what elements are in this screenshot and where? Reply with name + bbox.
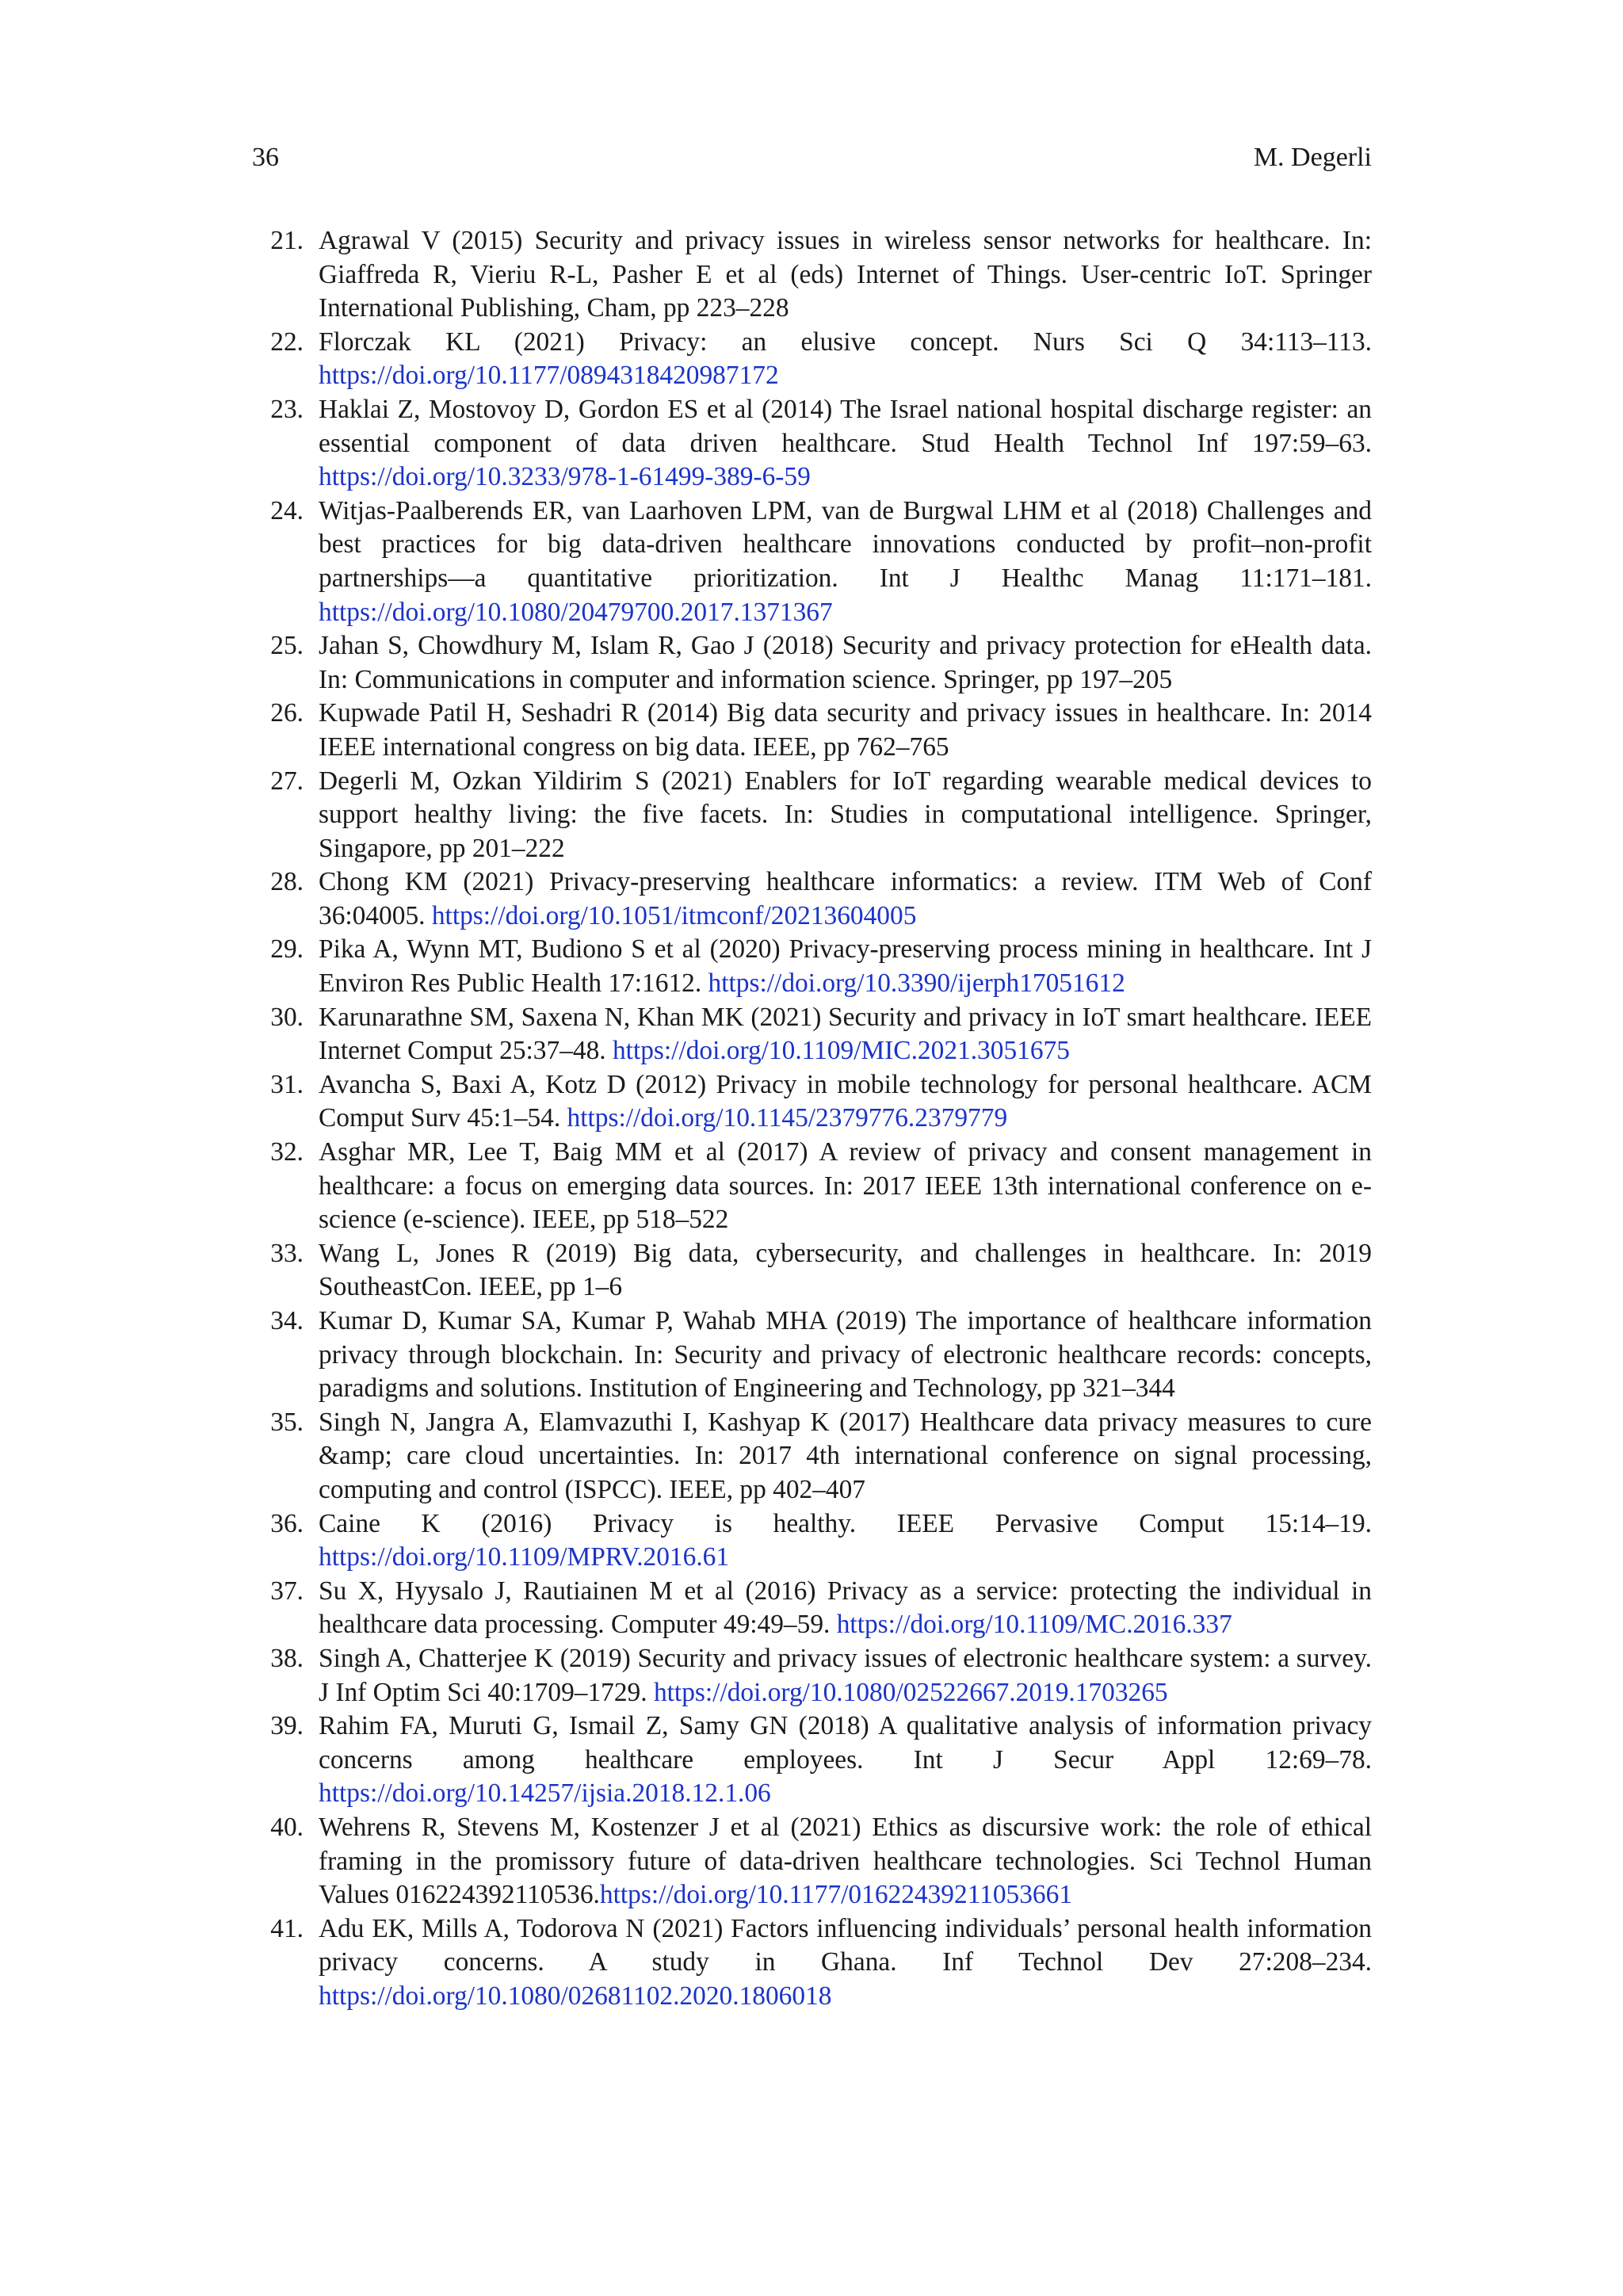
reference-number: 21. [270,226,304,255]
reference-text: Su X, Hyysalo J, Rautiainen M et al (2016) Privacy as a service: protecting the individual in healthcare data processing. Computer 49:49–59. [319,1576,1372,1640]
doi-link[interactable]: https://doi.org/10.1177/0894318420987172 [319,361,779,391]
reference-item [252,1912,1372,2014]
reference-body [319,393,1372,495]
reference-item [252,1068,1372,1136]
reference-number: 33. [270,1238,304,1268]
doi-link[interactable]: https://doi.org/10.1109/MC.2016.337 [836,1610,1232,1640]
reference-body [319,1811,1372,1912]
reference-body [319,1001,1372,1068]
reference-body [319,1912,1372,2014]
reference-text: Kumar D, Kumar SA, Kumar P, Wahab MHA (2019) The importance of healthcare information privacy through blockchain. In: Security and privacy of electronic healthcare records: concepts, paradigms and solutions. Institution of Engineering and Technology, pp 321–344 [319,1306,1372,1404]
reference-number: 37. [270,1576,304,1606]
reference-text: Agrawal V (2015) Security and privacy issues in wireless sensor networks for healthcare. In: Giaffreda R, Vieriu R-L, Pasher E et al (eds) Internet of Things. User-centric IoT. Springer International Publishing, Cham, pp 223–228 [319,226,1372,323]
reference-number: 34. [270,1306,304,1335]
reference-body [319,326,1372,393]
reference-text: Karunarathne SM, Saxena N, Khan MK (2021) Security and privacy in IoT smart healthcare. IEEE Internet Comput 25:37–48. [319,1002,1372,1066]
reference-body [319,1068,1372,1136]
reference-text: Chong KM (2021) Privacy-preserving healthcare informatics: a review. ITM Web of Conf 36:04005. [319,867,1372,930]
reference-item [252,629,1372,697]
reference-text: Wang L, Jones R (2019) Big data, cybersecurity, and challenges in healthcare. In: 2019 SoutheastCon. IEEE, pp 1–6 [319,1238,1372,1302]
reference-number: 40. [270,1812,304,1842]
reference-body [319,1406,1372,1507]
reference-text: Wehrens R, Stevens M, Kostenzer J et al (2021) Ethics as discursive work: the role of ethical framing in the promissory future of data-driven healthcare technologies. Sci Technol Human Values 016224392110536. [319,1812,1372,1910]
reference-body [319,495,1372,629]
reference-list [252,224,1372,2013]
reference-item [252,765,1372,866]
doi-link[interactable]: https://doi.org/10.1145/2379776.2379779 [567,1103,1008,1133]
reference-body [319,224,1372,326]
reference-body [319,697,1372,764]
doi-link[interactable]: https://doi.org/10.14257/ijsia.2018.12.1.06 [319,1778,771,1809]
reference-text: Pika A, Wynn MT, Budiono S et al (2020) Privacy-preserving process mining in healthcare. Int J Environ Res Public Health 17:1612. [319,934,1372,999]
reference-text: Haklai Z, Mostovoy D, Gordon ES et al (2014) The Israel national hospital discharge register: an essential component of data driven healthcare. Stud Health Technol Inf 197:59–63. [319,394,1372,458]
reference-item [252,224,1372,326]
reference-item [252,1406,1372,1507]
reference-item [252,1642,1372,1710]
reference-item [252,1305,1372,1406]
reference-item [252,933,1372,1000]
reference-item [252,697,1372,764]
doi-link[interactable]: https://doi.org/10.3390/ijerph17051612 [708,968,1125,999]
reference-number: 29. [270,934,304,965]
reference-number: 36. [270,1508,304,1538]
reference-body [319,1237,1372,1305]
reference-text: Caine K (2016) Privacy is healthy. IEEE Pervasive Comput 15:14–19. [319,1508,1372,1538]
reference-item [252,1507,1372,1575]
reference-number: 38. [270,1643,304,1673]
reference-body [319,1305,1372,1406]
reference-item [252,1575,1372,1642]
reference-body [319,1642,1372,1710]
reference-text: Kupwade Patil H, Seshadri R (2014) Big data security and privacy issues in healthcare. In: 2014 IEEE international congress on big data. IEEE, pp 762–765 [319,698,1372,762]
reference-text: Adu EK, Mills A, Todorova N (2021) Factors influencing individuals’ personal health information privacy concerns. A study in Ghana. Inf Technol Dev 27:208–234. [319,1913,1372,1977]
reference-number: 26. [270,698,304,728]
reference-text: Singh N, Jangra A, Elamvazuthi I, Kashyap K (2017) Healthcare data privacy measures to cure &amp; care cloud uncertainties. In: 2017 4th international conference on signal processing, computing and control (ISPCC). IEEE, pp 402–407 [319,1407,1372,1504]
reference-body [319,933,1372,1000]
reference-text: Rahim FA, Muruti G, Ismail Z, Samy GN (2018) A qualitative analysis of information privacy concerns among healthcare employees. Int J Secur Appl 12:69–78. [319,1711,1372,1775]
reference-item [252,1136,1372,1237]
reference-item [252,1811,1372,1912]
reference-number: 22. [270,327,304,357]
doi-link[interactable]: https://doi.org/10.1080/20479700.2017.1371367 [319,597,833,627]
reference-body [319,1507,1372,1575]
doi-link[interactable]: https://doi.org/10.1109/MIC.2021.3051675 [612,1036,1070,1066]
reference-text: Singh A, Chatterjee K (2019) Security and privacy issues of electronic healthcare system: a survey. J Inf Optim Sci 40:1709–1729. [319,1643,1372,1707]
reference-item [252,1237,1372,1305]
reference-number: 24. [270,495,304,525]
reference-number: 31. [270,1069,304,1099]
reference-number: 27. [270,766,304,796]
reference-body [319,865,1372,933]
reference-body [319,629,1372,697]
reference-number: 28. [270,867,304,897]
reference-body [319,1136,1372,1237]
reference-item [252,1710,1372,1811]
reference-number: 30. [270,1002,304,1032]
reference-number: 32. [270,1137,304,1167]
reference-number: 23. [270,394,304,424]
doi-link[interactable]: https://doi.org/10.1051/itmconf/20213604005 [431,900,917,930]
reference-body [319,1575,1372,1642]
reference-text: Asghar MR, Lee T, Baig MM et al (2017) A review of privacy and consent management in healthcare: a focus on emerging data sources. In: 2017 IEEE 13th international conference on e-science (e-science). IEEE, pp 518–522 [319,1137,1372,1235]
reference-item [252,393,1372,495]
doi-link[interactable]: https://doi.org/10.1080/02522667.2019.1703265 [653,1677,1168,1707]
page-header [252,139,1372,176]
reference-item [252,495,1372,629]
reference-number: 41. [270,1913,304,1943]
doi-link[interactable]: https://doi.org/10.1080/02681102.2020.1806018 [319,1981,832,2011]
reference-item [252,1001,1372,1068]
reference-text: Jahan S, Chowdhury M, Islam R, Gao J (2018) Security and privacy protection for eHealth data. In: Communications in computer and information science. Springer, pp 197–205 [319,631,1372,694]
reference-number: 39. [270,1711,304,1741]
reference-number: 35. [270,1407,304,1437]
reference-text: Degerli M, Ozkan Yildirim S (2021) Enablers for IoT regarding wearable medical devices to support healthy living: the five facets. In: Studies in computational intelligence. Springer, Singapore, pp 201–222 [319,766,1372,863]
reference-body [319,765,1372,866]
doi-link[interactable]: https://doi.org/10.1109/MPRV.2016.61 [319,1542,730,1572]
page-number: 36 [252,143,279,172]
reference-item [252,326,1372,393]
running-head-author: M. Degerli [1253,143,1372,172]
reference-item [252,865,1372,933]
reference-body [319,1710,1372,1811]
doi-link[interactable]: https://doi.org/10.3233/978-1-61499-389-6-59 [319,462,811,492]
reference-text: Florczak KL (2021) Privacy: an elusive concept. Nurs Sci Q 34:113–113. [319,327,1372,357]
doi-link[interactable]: https://doi.org/10.1177/01622439211053661 [599,1880,1073,1910]
reference-text: Avancha S, Baxi A, Kotz D (2012) Privacy in mobile technology for personal healthcare. ACM Comput Surv 45:1–54. [319,1069,1372,1133]
reference-number: 25. [270,631,304,661]
reference-text: Witjas-Paalberends ER, van Laarhoven LPM, van de Burgwal LHM et al (2018) Challenges and best practices for big data-driven healthcare innovations conducted by profit–non-profit partnerships—a quantitative prioritization. Int J Healthc Manag 11:171–181. [319,495,1372,593]
